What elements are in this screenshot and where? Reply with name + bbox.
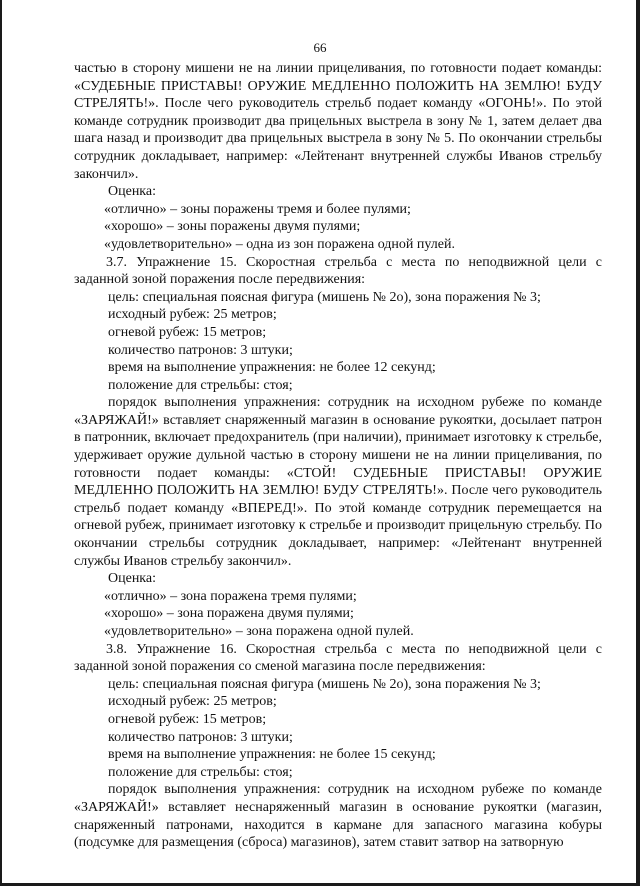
exercise15-fire-line: огневой рубеж: 15 метров; [108, 324, 267, 340]
exercise15-target: цель: специальная поясная фигура (мишень № 2о), зона поражения № 3; [108, 289, 541, 305]
grading2-excellent: «отлично» – зона поражена тремя пулями; [104, 588, 357, 604]
exercise15-time: время на выполнение упражнения: не более 12 секунд; [108, 360, 436, 376]
exercise15-procedure: порядок выполнения упражнения: сотрудник на исходном рубеже по команде «ЗАРЯЖАЙ!» вставляет снаряженный магазин в основание рукоятки, досылает патрон в патронник, включает предохранитель (при наличии), принимает изготовку к стрельбе, удерживает оружие дульной частью в сторону мишени не на линии прицеливания, по готовности подает команды: «СТОЙ! СУДЕБНЫЕ ПРИСТАВЫ! ОРУЖИЕ МЕДЛЕННО ПОЛОЖИТЬ НА ЗЕМЛЮ! БУДУ СТРЕЛЯТЬ!». После чего руководитель стрельб подает команду «ВПЕРЕД!». По этой команде сотрудник перемещается на огневой рубеж, принимает изготовку к стрельбе и производит прицельную стрельбу. По окончании стрельбы сотрудник докладывает, например: «Лейтенант внутренней службы Иванов стрельбу закончил». [74, 395, 602, 569]
exercise16-position: положение для стрельбы: стоя; [108, 764, 293, 780]
grading1-excellent: «отлично» – зоны поражены тремя и более пулями; [104, 201, 411, 217]
grading2-good: «хорошо» – зона поражена двумя пулями; [104, 606, 354, 622]
exercise15-start-line: исходный рубеж: 25 метров; [108, 307, 277, 323]
grading2-title: Оценка: [108, 571, 157, 587]
document-body [74, 60, 602, 852]
exercise16-cartridges: количество патронов: 3 штуки; [108, 729, 293, 745]
grading1-title: Оценка: [108, 184, 157, 200]
exercise16-heading: 3.8. Упражнение 16. Скоростная стрельба с места по неподвижной цели с заданной зоной поражения со сменой магазина после передвижения: [74, 641, 602, 675]
exercise15-position: положение для стрельбы: стоя; [108, 377, 293, 393]
grading1-satisfactory: «удовлетворительно» – одна из зон поражена одной пулей. [104, 236, 455, 252]
exercise15-cartridges: количество патронов: 3 штуки; [108, 342, 293, 358]
intro-paragraph: частью в сторону мишени не на линии прицеливания, по готовности подает команды: «СУДЕБНЫЕ ПРИСТАВЫ! ОРУЖИЕ МЕДЛЕННО ПОЛОЖИТЬ НА ЗЕМЛЮ! БУДУ СТРЕЛЯТЬ!». После чего руководитель стрельб подает команду «ОГОНЬ!». По этой команде сотрудник производит два прицельных выстрела в зону № 1, затем делает два шага назад и производит два прицельных выстрела в зону № 5. По окончании стрельбы сотрудник докладывает, например: «Лейтенант внутренней службы Иванов стрельбу закончил». [74, 61, 602, 182]
grading2-satisfactory: «удовлетворительно» – зона поражена одной пулей. [104, 624, 414, 639]
scan-border-right [636, 0, 640, 886]
grading1-good: «хорошо» – зоны поражены двумя пулями; [104, 219, 361, 235]
exercise16-time: время на выполнение упражнения: не более 15 секунд; [108, 747, 436, 763]
page-number: 66 [313, 40, 327, 55]
exercise16-start-line: исходный рубеж: 25 метров; [108, 694, 277, 710]
exercise15-heading: 3.7. Упражнение 15. Скоростная стрельба с места по неподвижной цели с заданной зоной поражения после передвижения: [74, 254, 602, 288]
scan-border-left [0, 0, 2, 886]
exercise16-target: цель: специальная поясная фигура (мишень № 2о), зона поражения № 3; [108, 676, 541, 692]
exercise16-fire-line: огневой рубеж: 15 метров; [108, 711, 267, 727]
exercise16-procedure: порядок выполнения упражнения: сотрудник на исходном рубеже по команде «ЗАРЯЖАЙ!» вставляет неснаряженный магазин в основание рукоятки (магазин, снаряженный патронами, находится в кармане для запасного магазина кобуры (подсумке для размещения (сброса) магазинов), затем ставит затвор на затворную [74, 782, 602, 851]
